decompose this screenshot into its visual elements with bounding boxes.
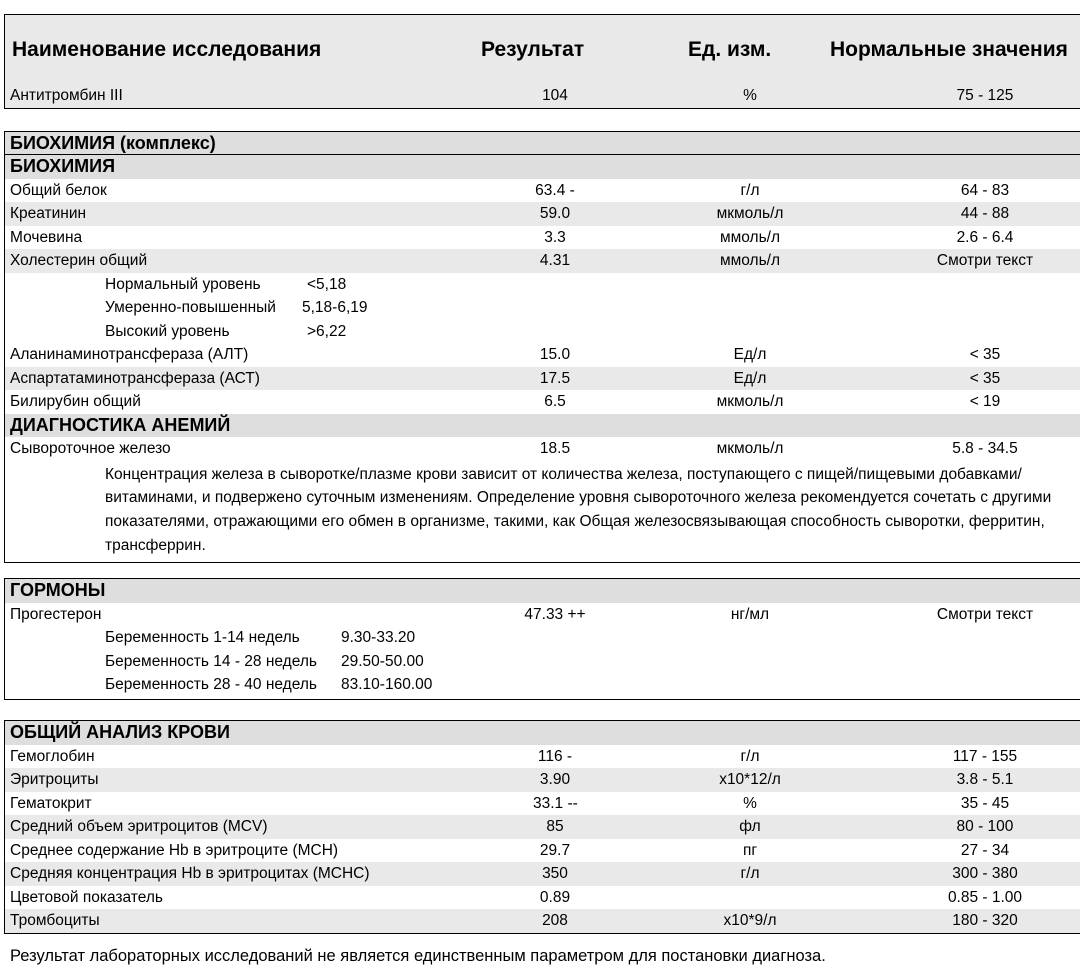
row-unit: мкмоль/л (716, 393, 784, 410)
iron-note: Концентрация железа в сыворотке/плазме крови зависит от количества железа, поступающего с пищей/пищевыми добавками/витаминами, и подвержено суточным изменениям. Определение уровня сывороточного железа рекомендуется сочетать с другими показателями, отражающими его обмен в организме, такими, как Общая железосвязывающая способность сыворотки, ферритин, трансферрин. (105, 465, 1052, 554)
row-norm: 117 - 155 (952, 747, 1018, 765)
row-name: Билирубин общий (10, 393, 141, 410)
row-result: 85 (546, 818, 564, 835)
row-norm: < 35 (969, 346, 1001, 363)
row-result: 208 (542, 912, 568, 929)
row-unit: г/л (740, 747, 760, 765)
section-hormones: ГОРМОНЫ (5, 579, 1080, 603)
reference-label: Беременность 1-14 недель (105, 629, 300, 646)
table-row: Прогестерон 47.33 ++ нг/мл Смотри текст (10, 605, 1034, 623)
reference-label: Нормальный уровень (105, 275, 261, 293)
row-unit: Ед/л (733, 369, 767, 387)
row-name: Мочевина (10, 228, 83, 246)
row-result: 116 - (537, 747, 573, 765)
row-name: Гематокрит (10, 794, 92, 812)
row-unit: x10*9/л (723, 912, 777, 929)
row-norm: < 19 (969, 393, 1001, 410)
reference-label: Высокий уровень (105, 322, 230, 340)
hormones-block (4, 578, 1080, 700)
table-row (5, 862, 1080, 886)
row-name: Среднее содержание Hb в эритроците (MCH) (10, 841, 339, 859)
header-unit: Ед. изм. (688, 38, 772, 61)
antithrombin-block (4, 84, 1080, 109)
cbc-block (4, 720, 1080, 934)
reference-label: Умеренно-повышенный (105, 299, 276, 316)
header-result: Результат (481, 38, 585, 61)
reference-value: 9.30-33.20 (341, 629, 416, 646)
table-row: Сывороточное железо 18.5 мкмоль/л 5.8 - 34.5 (10, 440, 1018, 457)
row-norm: 64 - 83 (960, 181, 1010, 199)
row-name: Аспартатаминотрансфераза (АСТ) (10, 369, 260, 387)
row-norm: < 35 (969, 369, 1001, 387)
table-row (5, 768, 1080, 792)
table-header (4, 14, 1080, 86)
reference-row (5, 296, 1080, 320)
reference-value: >6,22 (307, 322, 347, 340)
row-name: Гемоглобин (10, 747, 95, 765)
row-name: Эритроциты (10, 771, 99, 788)
reference-row (5, 650, 1080, 674)
row-result: 59.0 (539, 205, 571, 222)
table-row: Антитромбин III 104 % 75 - 125 (5, 84, 1080, 108)
section-cbc: ОБЩИЙ АНАЛИЗ КРОВИ (5, 721, 1080, 745)
table-row (5, 909, 1080, 933)
row-unit: ммоль/л (719, 228, 781, 246)
table-row (5, 202, 1080, 226)
row-result: 29.7 (539, 841, 571, 859)
header-norm: Нормальные значения (830, 38, 1068, 61)
row-norm: 44 - 88 (960, 205, 1010, 222)
section-title: БИОХИМИЯ (комплекс) (5, 132, 1080, 155)
row-norm: 35 - 45 (960, 794, 1010, 812)
row-result: 33.1 -- (533, 794, 578, 812)
row-name: Аланинаминотрансфераза (АЛТ) (10, 346, 249, 363)
row-unit: пг (742, 841, 758, 859)
row-name: Холестерин общий (10, 252, 148, 269)
row-name: Тромбоциты (10, 912, 100, 929)
row-unit: x10*12/л (719, 771, 781, 788)
row-norm: 300 - 380 (952, 865, 1018, 882)
row-result: 3.90 (539, 771, 571, 788)
row-unit: мкмоль/л (716, 205, 784, 222)
section-anemia: ДИАГНОСТИКА АНЕМИЙ (5, 414, 1080, 438)
reference-value: 29.50-50.00 (341, 652, 424, 670)
reference-value: <5,18 (307, 275, 347, 293)
row-norm: 180 - 320 (952, 912, 1018, 929)
reference-value: 83.10-160.00 (341, 676, 433, 693)
row-name: Цветовой показатель (10, 888, 163, 906)
row-unit: Ед/л (733, 346, 767, 363)
row-norm: 2.6 - 6.4 (956, 228, 1014, 246)
row-name: Креатинин (10, 205, 87, 222)
row-result: 350 (542, 865, 568, 882)
row-result: 4.31 (539, 252, 571, 269)
reference-row (5, 673, 1080, 697)
table-row (5, 390, 1080, 414)
table-row (5, 792, 1080, 816)
table-row (5, 886, 1080, 910)
table-row (5, 745, 1080, 769)
reference-label: Беременность 28 - 40 недель (105, 676, 317, 693)
row-norm: 27 - 34 (960, 841, 1010, 859)
row-norm: 3.8 - 5.1 (956, 771, 1014, 788)
row-result: 17.5 (539, 369, 571, 387)
row-unit: фл (739, 818, 761, 835)
biochem-block (4, 131, 1080, 563)
row-name: Средняя концентрация Hb в эритроцитах (MCHC) (10, 865, 370, 882)
row-unit: ммоль/л (719, 252, 781, 269)
row-unit: г/л (740, 181, 760, 199)
row-norm: 80 - 100 (956, 818, 1014, 835)
reference-row (5, 320, 1080, 344)
table-row (5, 249, 1080, 273)
table-row (5, 343, 1080, 367)
reference-row (5, 273, 1080, 297)
row-norm: Смотри текст (936, 252, 1034, 269)
row-result: 15.0 (539, 346, 571, 363)
row-result: 63.4 - (535, 181, 575, 199)
section-subtitle: БИОХИМИЯ (5, 155, 1080, 179)
row-name: Общий белок (10, 181, 107, 199)
header-name: Наименование исследования (12, 38, 322, 61)
table-row (5, 367, 1080, 391)
footer-note: Результат лабораторных исследований не является единственным параметром для постановки диагноза. (10, 947, 826, 965)
row-name: Средний объем эритроцитов (MCV) (10, 818, 268, 835)
row-result: 0.89 (539, 888, 571, 906)
table-row (5, 226, 1080, 250)
reference-row (5, 626, 1080, 650)
reference-label: Беременность 14 - 28 недель (105, 652, 317, 670)
row-result: 3.3 (544, 228, 566, 246)
row-result: 6.5 (544, 393, 566, 410)
row-unit: % (743, 794, 757, 812)
reference-value: 5,18-6,19 (302, 299, 368, 316)
row-unit: г/л (740, 865, 760, 882)
row-norm: 0.85 - 1.00 (947, 888, 1023, 906)
table-row (5, 179, 1080, 203)
table-row (5, 815, 1080, 839)
table-row (5, 839, 1080, 863)
